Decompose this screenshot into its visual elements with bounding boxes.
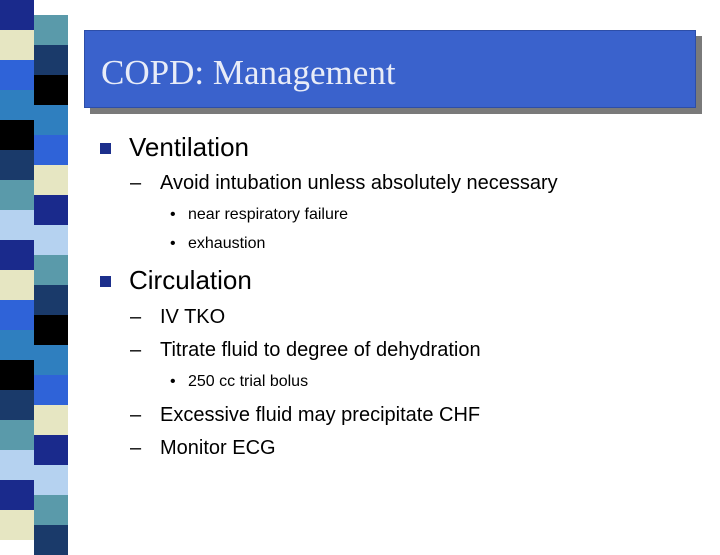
detail-bullet-text: 250 cc trial bolus	[188, 373, 309, 390]
detail-bullet: • 250 cc trial bolus	[170, 373, 309, 390]
sub-bullet-text: IV TKO	[160, 306, 226, 328]
detail-bullet-text: exhaustion	[188, 235, 266, 252]
strip-segment	[0, 120, 34, 150]
detail-bullet: • near respiratory failure	[170, 206, 349, 223]
strip-segment	[0, 0, 34, 30]
strip-segment	[34, 255, 68, 285]
strip-segment	[34, 15, 68, 45]
strip-segment	[34, 135, 68, 165]
decorative-strip	[0, 0, 68, 540]
strip-segment	[0, 60, 34, 90]
strip-segment	[0, 180, 34, 210]
strip-segment	[34, 285, 68, 315]
title-banner	[84, 30, 708, 114]
strip-segment	[0, 210, 34, 240]
strip-segment	[0, 450, 34, 480]
square-bullet-icon	[100, 276, 111, 287]
strip-segment	[34, 465, 68, 495]
bullet-ventilation: Ventilation	[129, 132, 249, 162]
strip-segment	[0, 390, 34, 420]
strip-segment	[34, 105, 68, 135]
strip-segment	[34, 375, 68, 405]
strip-segment	[0, 240, 34, 270]
sub-bullet: – Titrate fluid to degree of dehydration	[130, 339, 481, 361]
detail-bullet-text: near respiratory failure	[188, 206, 349, 223]
strip-segment	[0, 420, 34, 450]
strip-segment	[0, 510, 34, 540]
strip-segment	[34, 45, 68, 75]
title-box	[84, 30, 696, 108]
strip-segment	[34, 315, 68, 345]
sub-bullet: – Avoid intubation unless absolutely necessary	[130, 172, 558, 194]
bullet-circulation: Circulation	[129, 265, 252, 295]
detail-bullet: • exhaustion	[170, 235, 266, 252]
sub-bullet-text: Monitor ECG	[160, 437, 276, 459]
strip-segment	[34, 195, 68, 225]
strip-segment	[34, 405, 68, 435]
sub-bullet: – IV TKO	[130, 306, 226, 328]
strip-segment	[0, 360, 34, 390]
sub-bullet-text: Avoid intubation unless absolutely necessary	[160, 172, 558, 194]
strip-segment	[34, 495, 68, 525]
sub-bullet: – Excessive fluid may precipitate CHF	[130, 404, 481, 426]
strip-segment	[34, 345, 68, 375]
strip-segment	[0, 30, 34, 60]
sub-bullet-text: Titrate fluid to degree of dehydration	[160, 339, 481, 361]
strip-segment	[34, 435, 68, 465]
strip-segment	[0, 300, 34, 330]
strip-segment	[0, 270, 34, 300]
square-bullet-icon	[100, 143, 111, 154]
strip-segment	[34, 75, 68, 105]
slide-title: COPD: Management	[101, 53, 396, 92]
strip-segment	[0, 480, 34, 510]
sub-bullet-text: Excessive fluid may precipitate CHF	[160, 404, 481, 426]
strip-segment	[0, 90, 34, 120]
strip-segment	[0, 330, 34, 360]
strip-segment	[34, 525, 68, 555]
strip-segment	[0, 150, 34, 180]
sub-bullet: – Monitor ECG	[130, 437, 276, 459]
strip-segment	[34, 165, 68, 195]
strip-segment	[34, 225, 68, 255]
